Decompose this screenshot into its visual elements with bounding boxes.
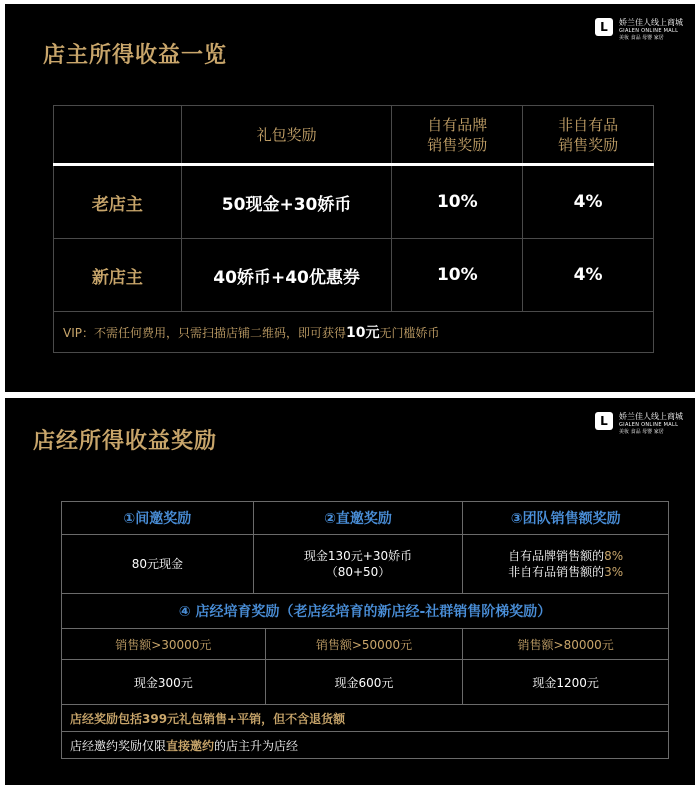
- tier-cash: 现金300元: [62, 660, 266, 705]
- tier-cash: 现金600元: [265, 660, 463, 705]
- manager-income-table: [61, 501, 669, 759]
- brand-mark-icon: L: [595, 18, 613, 36]
- table-row: [62, 535, 669, 594]
- brand-logo: [595, 412, 683, 436]
- tier-threshold-row: [62, 629, 669, 660]
- vip-amount: 10元: [346, 325, 380, 341]
- brand-tagline: 美妆 食品 母婴 家居: [619, 429, 664, 435]
- table-header-row: [62, 502, 669, 535]
- team-value: 自有品牌销售额的8% 非自有品销售额的3%: [463, 535, 669, 594]
- tier-threshold: 销售额>50000元: [265, 629, 463, 660]
- header-other-brand: 非自有品 销售奖励: [523, 106, 654, 165]
- row-label: 新店主: [54, 239, 182, 312]
- brand-tagline: 美妆 食品 母婴 家居: [619, 35, 664, 41]
- gift-value: 40娇币+40优惠券: [181, 239, 392, 312]
- table-row: [54, 239, 654, 312]
- brand-name-cn: 娇兰佳人线上商城: [619, 412, 683, 421]
- other-brand-value: 4%: [523, 165, 654, 239]
- header-cultivation: ④ 店经培育奖励（老店经培育的新店经-社群销售阶梯奖励）: [62, 594, 669, 629]
- note-row: [62, 705, 669, 732]
- table-row: [54, 165, 654, 239]
- slide2-title: 店经所得收益奖励: [33, 429, 218, 454]
- indirect-value: 80元现金: [62, 535, 254, 594]
- tier-threshold: 销售额>30000元: [62, 629, 266, 660]
- table-header-row: [54, 106, 654, 165]
- header-indirect: ①间邀奖励: [62, 502, 254, 535]
- brand-name-cn: 娇兰佳人线上商城: [619, 18, 683, 27]
- gift-value: 50现金+30娇币: [181, 165, 392, 239]
- own-brand-value: 10%: [392, 239, 523, 312]
- shopkeeper-income-table: [53, 105, 654, 353]
- slide1-title: 店主所得收益一览: [43, 43, 228, 68]
- note-sales-scope: 店经奖励包括399元礼包销售+平销，但不含退货额: [62, 705, 669, 732]
- other-brand-value: 4%: [523, 239, 654, 312]
- vip-row: [54, 312, 654, 353]
- header-gift: 礼包奖励: [181, 106, 392, 165]
- note-row: [62, 732, 669, 759]
- note-direct-invite: 店经邀约奖励仅限直接邀约的店主升为店经: [62, 732, 669, 759]
- header-own-brand: 自有品牌 销售奖励: [392, 106, 523, 165]
- slide-shopkeeper-income: [5, 4, 695, 392]
- tier-cash: 现金1200元: [463, 660, 669, 705]
- slide-manager-income: [5, 398, 695, 785]
- brand-mark-icon: L: [595, 412, 613, 430]
- brand-logo: [595, 18, 683, 42]
- vip-note: VIP：不需任何费用，只需扫描店铺二维码，即可获得10元无门槛娇币: [54, 312, 654, 353]
- row-label: 老店主: [54, 165, 182, 239]
- header-direct: ②直邀奖励: [253, 502, 463, 535]
- tier-cash-row: [62, 660, 669, 705]
- direct-value: 现金130元+30娇币 （80+50）: [253, 535, 463, 594]
- brand-name-en: GIALEN ONLINE MALL: [619, 28, 679, 34]
- section4-header-row: [62, 594, 669, 629]
- own-brand-value: 10%: [392, 165, 523, 239]
- header-empty: [54, 106, 182, 165]
- tier-threshold: 销售额>80000元: [463, 629, 669, 660]
- header-team: ③团队销售额奖励: [463, 502, 669, 535]
- brand-name-en: GIALEN ONLINE MALL: [619, 422, 679, 428]
